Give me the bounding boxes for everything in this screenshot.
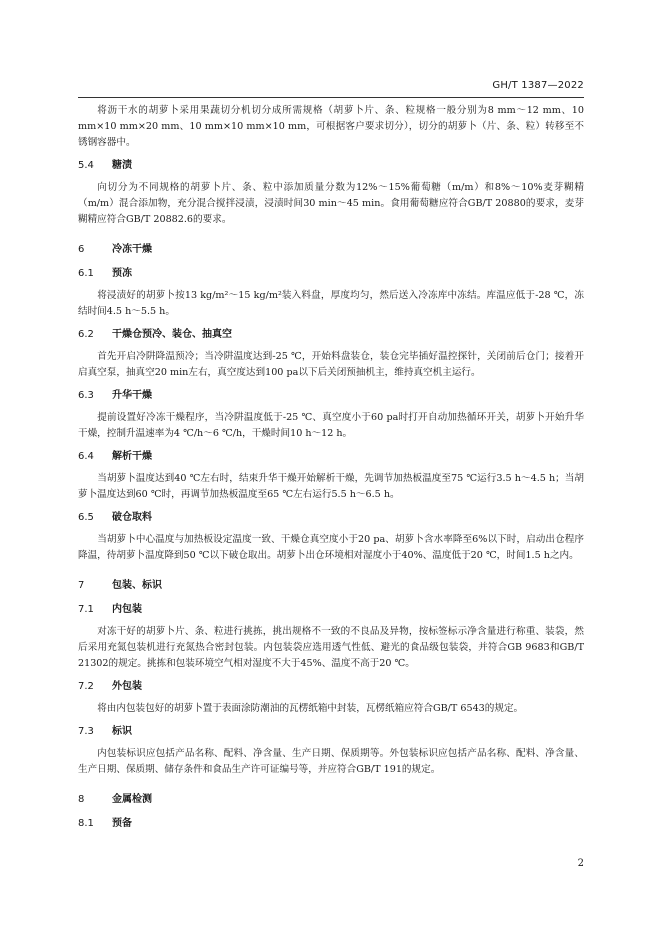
- section-title: 外包装: [112, 681, 142, 692]
- paragraph: 将浸渍好的胡萝卜按13 kg/m²～15 kg/m²装入料盘，厚度均匀，然后送入冷冻库中冻结。库温应低于-28 ℃，冻结时间4.5 h～5.5 h。: [78, 290, 584, 317]
- section-number: 6: [78, 244, 85, 255]
- section-number: 7.1: [78, 604, 94, 615]
- section-title: 解析干燥: [112, 451, 152, 462]
- section-number: 8: [78, 794, 85, 805]
- section-number: 5.4: [78, 160, 94, 171]
- subsection-heading: [78, 449, 584, 465]
- section-number: 8.1: [78, 818, 94, 829]
- subsection-heading: [78, 388, 584, 404]
- section-title: 金属检测: [112, 794, 152, 805]
- subsection-heading: [78, 266, 584, 282]
- subsection-heading: [78, 602, 584, 618]
- subsection-heading: [78, 679, 584, 695]
- subsection-heading: [78, 724, 584, 740]
- section-number: 7.3: [78, 726, 94, 737]
- section-title: 冷冻干燥: [112, 244, 152, 255]
- subsection-heading: [78, 158, 584, 174]
- section-title: 内包装: [112, 604, 142, 615]
- paragraph: 当胡萝卜中心温度与加热板设定温度一致、干燥仓真空度小于20 pa、胡萝卜含水率降至6%以下时，启动出仓程序降温，待胡萝卜温度降到50 ℃以下破仓取出。胡萝卜出仓环境相对湿度小于40%、温度低于20 ℃，时间1.5 h之内。: [78, 534, 584, 561]
- section-title: 预备: [112, 818, 132, 829]
- subsection-heading: [78, 327, 584, 343]
- paragraph: 提前设置好冷冻干燥程序，当冷阱温度低于-25 ℃、真空度小于60 pa时打开自动加热循环开关，胡萝卜开始升华干燥，控制升温速率为4 ℃/h～6 ℃/h，干燥时间10 h～12 h。: [78, 412, 584, 439]
- section-heading: [78, 242, 584, 258]
- section-number: 6.5: [78, 512, 94, 523]
- document-body: [78, 103, 584, 838]
- paragraph: 对冻干好的胡萝卜片、条、粒进行挑拣，挑出规格不一致的不良品及异物，按标签标示净含量进行称重、装袋，然后采用充氮包装机进行充氮热合密封包装。内包装袋应选用透气性低、避光的食品级包装袋，并符合GB 9683和GB/T 21302的规定。挑拣和包装环境空气相对湿度不大于45%、温度不高于20 ℃。: [78, 626, 584, 669]
- paragraph: 将由内包装包好的胡萝卜置于表面涂防潮油的瓦楞纸箱中封装，瓦楞纸箱应符合GB/T 6543的规定。: [97, 703, 524, 714]
- section-title: 糖渍: [112, 160, 132, 171]
- section-title: 升华干燥: [112, 390, 152, 401]
- section-title: 破仓取料: [112, 512, 152, 523]
- section-number: 6.1: [78, 268, 94, 279]
- section-title: 预冻: [112, 268, 132, 279]
- section-title: 干燥仓预冷、装仓、抽真空: [112, 329, 232, 340]
- section-heading: [78, 792, 584, 808]
- section-title: 包装、标识: [112, 580, 162, 591]
- paragraph: 向切分为不同规格的胡萝卜片、条、粒中添加质量分数为12%～15%葡萄糖（m/m）和8%～10%麦芽糊精（m/m）混合添加物，充分混合搅拌浸渍，浸渍时间30 min～45 min。食用葡萄糖应符合GB/T 20880的要求，麦芽糊精应符合GB/T 20882.6的要求。: [78, 182, 584, 225]
- paragraph: 当胡萝卜温度达到40 ℃左右时，结束升华干燥开始解析干燥，先调节加热板温度至75 ℃运行3.5 h～4.5 h；当胡萝卜温度达到60 ℃时，再调节加热板温度至65 ℃左右运行5.5 h～6.5 h。: [78, 473, 584, 500]
- subsection-heading: [78, 816, 584, 832]
- section-number: 6.2: [78, 329, 94, 340]
- section-number: 7.2: [78, 681, 94, 692]
- standard-code: GH/T 1387—2022: [492, 80, 584, 91]
- section-number: 6.4: [78, 451, 94, 462]
- page-number: 2: [577, 858, 584, 869]
- section-title: 标识: [112, 726, 132, 737]
- subsection-heading: [78, 510, 584, 526]
- section-number: 6.3: [78, 390, 94, 401]
- paragraph: 将沥干水的胡萝卜采用果蔬切分机切分成所需规格（胡萝卜片、条、粒规格一般分别为8 mm～12 mm、10 mm×10 mm×20 mm、10 mm×10 mm×10 mm，可根据客户要求切分），切分的胡萝卜（片、条、粒）转移至不锈钢容器中。: [78, 105, 584, 148]
- paragraph: 内包装标识应包括产品名称、配料、净含量、生产日期、保质期等。外包装标识应包括产品名称、配料、净含量、生产日期、保质期、储存条件和食品生产许可证编号等，并应符合GB/T 191的规定。: [78, 748, 584, 775]
- header-rule: [78, 97, 584, 98]
- section-number: 7: [78, 580, 85, 591]
- section-heading: [78, 578, 584, 594]
- paragraph: 首先开启冷阱降温预冷；当冷阱温度达到-25 ℃，开始料盘装仓，装仓完毕插好温控探针，关闭前后仓门；接着开启真空泵，抽真空20 min左右，真空度达到100 pa以下后关闭预抽机主，维持真空机主运行。: [78, 351, 584, 378]
